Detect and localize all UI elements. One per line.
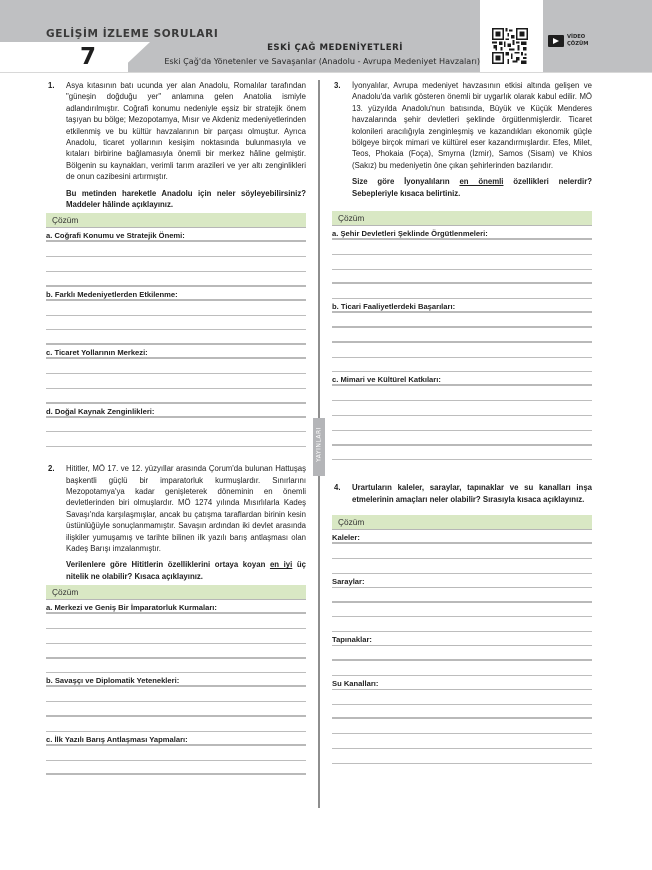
question-2 bbox=[46, 463, 306, 582]
question-prompt bbox=[66, 559, 306, 582]
prompt-emphasis: en iyi bbox=[269, 560, 293, 570]
answer-line[interactable] bbox=[46, 242, 306, 257]
answer-line[interactable] bbox=[46, 374, 306, 389]
answer-part-label: a. Merkezi ve Geniş Bir İmparatorluk Kurmaları: bbox=[46, 600, 306, 614]
answer-line[interactable] bbox=[332, 734, 592, 749]
video-label-line1: VİDEO bbox=[567, 34, 586, 40]
answer-line[interactable] bbox=[46, 761, 306, 776]
answer-line[interactable] bbox=[46, 687, 306, 702]
question-number: 4. bbox=[334, 483, 341, 493]
series-label: GELİŞİM İZLEME SORULARI bbox=[46, 28, 219, 40]
answer-line[interactable] bbox=[332, 343, 592, 358]
answer-line[interactable] bbox=[46, 717, 306, 732]
answer-line[interactable] bbox=[332, 313, 592, 328]
answer-line[interactable] bbox=[46, 659, 306, 674]
answer-line[interactable] bbox=[332, 270, 592, 285]
answer-line[interactable] bbox=[46, 644, 306, 659]
answer-line[interactable] bbox=[332, 690, 592, 705]
publisher-spine-tab bbox=[313, 418, 325, 476]
prompt-end: özellikleri nelerdir? Sebepleriyle kısaca belirtiniz. bbox=[352, 177, 592, 198]
answer-part-label: b. Farklı Medeniyetlerden Etkilenme: bbox=[46, 287, 306, 301]
question-prompt: Bu metinden hareketle Anadolu için neler söyleyebilirsiniz? Maddeler hâlinde açıklayınız. bbox=[66, 188, 306, 210]
question-3 bbox=[332, 80, 592, 199]
prompt-start: Verilenlere göre Hititlerin özelliklerini ortaya koyan bbox=[66, 560, 270, 570]
answer-line[interactable] bbox=[332, 603, 592, 618]
answer-line[interactable] bbox=[332, 240, 592, 255]
answer-line[interactable] bbox=[332, 431, 592, 446]
solution-header: Çözüm bbox=[332, 211, 592, 226]
answer-line[interactable] bbox=[46, 257, 306, 272]
answer-line[interactable] bbox=[332, 386, 592, 401]
question-prompt: Urartuların kaleler, saraylar, tapınaklar ve su kanalları inşa etmelerinin amaçları neler olabilir? Sırasıyla kısaca açıklayınız. bbox=[352, 483, 592, 504]
left-column bbox=[46, 80, 306, 775]
answer-line[interactable] bbox=[332, 255, 592, 270]
question-text: İyonyalılar, Avrupa medeniyet havzasının etkisi altında gelişen ve Anadolu'da varlık gösteren önemli bir uygarlık olarak kabul edilir. MÖ 13. yüzyılda Anadolu'nun batısında, Büyük ve Küçük Menderes havzalarında şehir devletleri şeklinde örgütlenmişlerdir. Ticaret kolonileri aracılığıyla zenginleşmiş ve kazandıkları ekonomik güçle bölgeye birçok mimari ve kültürel eser kazandırmışlardır. Efes, Milet, Teos, Phokaia (Foça), Smyrna (İzmir), Samos (Sisam) ve Khios (Sakız) bu medeniyetin öne çıkan şehirlerinden bazılarıdır. bbox=[352, 81, 592, 170]
answer-part-label: a. Şehir Devletleri Şeklinde Örgütlenmeleri: bbox=[332, 226, 592, 240]
answer-line[interactable] bbox=[332, 588, 592, 603]
question-number: 1. bbox=[48, 81, 55, 90]
answer-part-label: c. İlk Yazılı Barış Antlaşması Yapmaları: bbox=[46, 732, 306, 746]
answer-part-label: Saraylar: bbox=[332, 574, 592, 588]
chapter-title: ESKİ ÇAĞ MEDENİYETLERİ bbox=[267, 43, 403, 53]
chapter-subtitle: Eski Çağ'da Yönetenler ve Savaşanlar (Anadolu - Avrupa Medeniyet Havzaları) bbox=[164, 56, 480, 66]
answer-area-q1 bbox=[46, 228, 306, 447]
question-text: Asya kıtasının batı ucunda yer alan Anadolu, Romalılar tarafından "güneşin doğduğu yer" anlamına gelen Anatolia ismiyle adlandırılmıştır. Coğrafi konumu nedeniyle eşsiz bir stratejik önem taşıyan bu bölge; Mezopotamya, Mısır ve Akdeniz medeniyetlerinden etkilenmiş ve bu kültür havzalarının bir parçası olmuştur. Ayrıca Anadolu, ticaret yollarının kesişim noktasında bulunmasıyla ve kıtaları birbirine bağlamasıyla önemli bir merkez hâline gelmiştir. Bölgenin su kaynakları, verimli tarım arazileri ve yer altı zenginlikleri de onun cazibesini artırmıştır. bbox=[66, 81, 306, 182]
answer-line[interactable] bbox=[332, 328, 592, 343]
prompt-start: Size göre İyonyalıların bbox=[352, 177, 460, 187]
answer-line[interactable] bbox=[46, 389, 306, 404]
answer-line[interactable] bbox=[332, 284, 592, 299]
answer-line[interactable] bbox=[46, 702, 306, 717]
answer-part-label: Tapınaklar: bbox=[332, 632, 592, 646]
answer-part-label: b. Savaşçı ve Diplomatik Yetenekleri: bbox=[46, 673, 306, 687]
answer-part-label: Kaleler: bbox=[332, 530, 592, 544]
answer-line[interactable] bbox=[332, 446, 592, 461]
answer-area-q3 bbox=[332, 226, 592, 460]
question-prompt bbox=[352, 176, 592, 199]
spine-text: YAYINLARI bbox=[315, 427, 323, 462]
answer-area-q4 bbox=[332, 530, 592, 764]
answer-line[interactable] bbox=[46, 629, 306, 644]
solution-header: Çözüm bbox=[332, 515, 592, 530]
answer-part-label: a. Coğrafi Konumu ve Stratejik Önemi: bbox=[46, 228, 306, 242]
right-column bbox=[332, 80, 592, 764]
prompt-end: üç nitelik ne olabilir? Kısaca açıklayınız. bbox=[66, 560, 307, 581]
answer-line[interactable] bbox=[332, 617, 592, 632]
unit-number-tab bbox=[0, 42, 128, 72]
answer-part-label: c. Mimari ve Kültürel Katkıları: bbox=[332, 372, 592, 386]
answer-line[interactable] bbox=[46, 359, 306, 374]
answer-line[interactable] bbox=[46, 330, 306, 345]
answer-line[interactable] bbox=[46, 432, 306, 447]
solution-header: Çözüm bbox=[46, 585, 306, 600]
answer-line[interactable] bbox=[332, 749, 592, 764]
answer-part-label: Su Kanalları: bbox=[332, 676, 592, 690]
video-play-icon[interactable] bbox=[548, 35, 564, 47]
video-label-line2: ÇÖZÜM bbox=[567, 40, 589, 47]
answer-line[interactable] bbox=[332, 544, 592, 559]
question-text: Hititler, MÖ 17. ve 12. yüzyıllar arasında Çorum'da bulunan Hattuşaş başkentli güçlü bir imparatorluk kurmuşlardır. Sınırlarını Mezopotamya'ya kadar genişleterek döneminin en önemli devletlerinden biri olmuşlardır. MÖ 1274 yılında Mısırlılarla Kadeş Savaşı'nda karşılaşmışlar, ancak bu çatışma taraflardan birinin kesin üstünlüğüyle sonuçlanmamıştır. Savaşın ardından iki devlet arasında ilişkiler yumuşamış ve tarihte bilinen ilk yazılı barış antlaşması olan Kadeş Barışı imzalanmıştır. bbox=[66, 464, 306, 554]
video-solution-label[interactable] bbox=[567, 34, 588, 47]
question-4 bbox=[332, 482, 592, 505]
unit-number: 7 bbox=[79, 44, 96, 70]
answer-part-label: c. Ticaret Yollarının Merkezi: bbox=[46, 345, 306, 359]
answer-line[interactable] bbox=[46, 746, 306, 761]
answer-line[interactable] bbox=[46, 272, 306, 287]
answer-line[interactable] bbox=[332, 416, 592, 431]
answer-part-label: d. Doğal Kaynak Zenginlikleri: bbox=[46, 404, 306, 418]
prompt-emphasis: en önemli bbox=[459, 177, 504, 187]
solution-header: Çözüm bbox=[46, 213, 306, 228]
header-divider bbox=[0, 72, 652, 73]
answer-line[interactable] bbox=[332, 705, 592, 720]
answer-line[interactable] bbox=[332, 719, 592, 734]
answer-line[interactable] bbox=[332, 358, 592, 373]
answer-line[interactable] bbox=[332, 661, 592, 676]
answer-line[interactable] bbox=[332, 559, 592, 574]
answer-line[interactable] bbox=[332, 401, 592, 416]
answer-line[interactable] bbox=[46, 316, 306, 331]
question-1 bbox=[46, 80, 306, 210]
question-number: 3. bbox=[334, 81, 341, 90]
answer-area-q2 bbox=[46, 600, 306, 775]
qr-code-icon[interactable] bbox=[492, 28, 528, 64]
answer-part-label: b. Ticari Faaliyetlerdeki Başarıları: bbox=[332, 299, 592, 313]
answer-line[interactable] bbox=[332, 646, 592, 661]
answer-line[interactable] bbox=[46, 418, 306, 433]
question-number: 2. bbox=[48, 464, 55, 474]
answer-line[interactable] bbox=[46, 614, 306, 629]
answer-line[interactable] bbox=[46, 301, 306, 316]
